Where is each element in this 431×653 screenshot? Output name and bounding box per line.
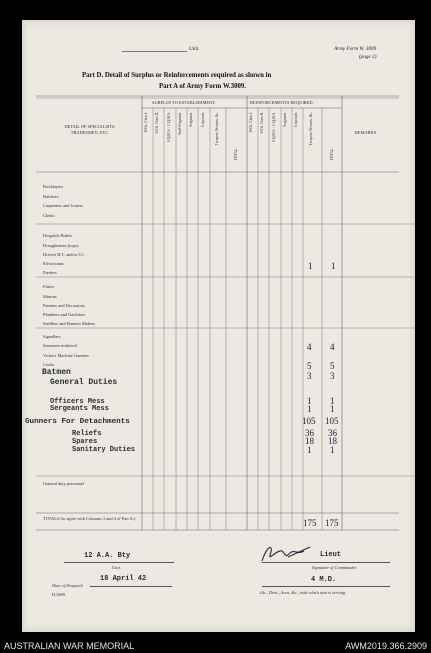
unit-value: 12 A.A. Bty [84, 552, 131, 560]
batmen-troopers: 3 [307, 371, 312, 381]
reinf-col-header: W.Os. Class II. [260, 112, 264, 134]
surplus-col-header: Sergeants. [189, 112, 193, 127]
row-label: Saddlers and Harness Makers [43, 321, 96, 326]
surplus-col-header: Troopers, Privates, &c. [215, 112, 219, 146]
signallers-total: 4 [330, 342, 335, 352]
typed-row-label: Spares [72, 438, 98, 446]
surplus-col-header: Staff-Sergeants. [178, 112, 182, 135]
sanitary-troopers: 1 [307, 445, 312, 455]
date-label: Date of Despatch [52, 583, 83, 588]
row-label: Storemen technical [43, 343, 77, 348]
signallers-troopers: 4 [307, 342, 312, 352]
destination-underline [262, 586, 390, 587]
totals-label: TOTALS (to agree with Columns 3 and 4 of Part A.) [43, 516, 136, 521]
unit-caption: Unit. [112, 565, 121, 570]
reinf-col-header: TOTAL. [330, 148, 334, 161]
row-label: Draughtsmen (topo) [43, 243, 79, 248]
reliefs-total: 36 [328, 428, 337, 438]
destination-caption: Idc., Divn., Area, &c., with which unit is serving. [260, 590, 347, 595]
date-value: 18 April 42 [100, 575, 147, 583]
row-label: Signallers [43, 334, 61, 339]
page-reference: (page 2) [359, 54, 377, 60]
title-line-1: Part D. Detail of Surplus or Reinforcements required as shown in [82, 72, 272, 79]
date-underline [90, 586, 172, 587]
farriers-troopers: 1 [308, 261, 313, 271]
reinforcements-group-header: REINFORCEMENTS REQUIRED. [250, 100, 314, 105]
row-label: Cooks [43, 362, 55, 367]
archive-caption-left: AUSTRALIAN WAR MEMORIAL [4, 641, 135, 651]
reinf-col-header: Corporals. [294, 112, 298, 128]
row-label: Butchers [43, 194, 59, 199]
surplus-group-header: SURPLUS TO ESTABLISHMENT. [152, 100, 216, 105]
form-reference: Army Form W. 3009 [334, 46, 377, 52]
archive-caption-right: AWM2019.366.2909 [345, 641, 427, 651]
row-label: Carpenters and Joiners [43, 203, 83, 208]
farriers-total: 1 [331, 261, 336, 271]
typed-row-label: Gunners For Detachments [25, 418, 130, 426]
gunners-total: 105 [325, 416, 339, 426]
signature-rank: Lieut [320, 551, 342, 559]
document-page [22, 20, 415, 632]
surplus-col-header: Corporals. [201, 112, 205, 128]
batmen-total: 3 [330, 371, 335, 381]
sergeants-mess-troopers: 1 [307, 404, 312, 414]
sanitary-total: 1 [330, 445, 335, 455]
typed-row-label: Sergeants Mess [50, 405, 109, 413]
totals-total: 175 [325, 518, 339, 528]
row-label: Painters and Decorators [43, 303, 85, 308]
gunners-troopers: 105 [302, 416, 316, 426]
title-line-2: Part A of Army Form W.3009. [159, 83, 247, 90]
signature-underline [262, 562, 390, 563]
destination-value: 4 M.D. [311, 576, 337, 584]
reinf-col-header: Troopers, Privates, &c. [309, 112, 313, 146]
row-label: Clerks [43, 213, 55, 218]
cooks-total: 5 [330, 361, 335, 371]
reinf-col-header: Sergeants. [283, 112, 287, 127]
detail-column-header: DETAIL OF SPECIALISTS, TRADESMEN, ETC. [64, 124, 116, 135]
cooks-troopers: 5 [307, 361, 312, 371]
row-label: Fitters [43, 284, 55, 289]
form-code: D.3609. [52, 592, 67, 597]
surplus-col-header: S.Q.M.S. / C.Q.M.S. [167, 112, 171, 142]
typed-row-label: Reliefs [72, 430, 102, 438]
reinf-col-header: S.Q.M.S. / C.Q.M.S. [272, 112, 276, 142]
reliefs-troopers: 36 [305, 428, 314, 438]
row-label: Electricians [43, 261, 64, 266]
remarks-column-header: REMARKS. [355, 130, 378, 135]
typed-row-label: General Duties [50, 378, 118, 387]
officers-mess-troopers: 1 [307, 396, 312, 406]
reinf-col-header: W.Os. Class I. [249, 112, 253, 133]
row-label: General duty personnel [43, 481, 84, 486]
spares-troopers: 18 [305, 436, 314, 446]
surplus-col-header: W.Os. Class I. [144, 112, 148, 133]
row-label: Despatch Riders [43, 233, 72, 238]
officers-mess-total: 1 [330, 396, 335, 406]
row-label: Masons [43, 294, 57, 299]
row-label: Bricklayers [43, 184, 64, 189]
unit-value-underline [64, 562, 174, 563]
surplus-col-header: TOTAL. [234, 148, 238, 161]
unit-label: Unit. [189, 46, 200, 52]
typed-row-label: Officers Mess [50, 398, 105, 406]
row-label: Drivers H.T. and/or I.C. [43, 252, 85, 257]
row-label: Plumbers and Gasfitters [43, 312, 86, 317]
typed-row-label: Batmen [42, 368, 71, 377]
surplus-col-header: W.Os. Class II. [155, 112, 159, 134]
row-label: Farriers [43, 270, 57, 275]
signature-caption: Signature of Commander. [312, 565, 357, 570]
spares-total: 18 [328, 436, 337, 446]
totals-troopers: 175 [303, 518, 317, 528]
row-label: Vickers Machine Gunners [43, 353, 89, 358]
typed-row-label: Sanitary Duties [72, 446, 136, 454]
sergeants-mess-total: 1 [330, 404, 335, 414]
